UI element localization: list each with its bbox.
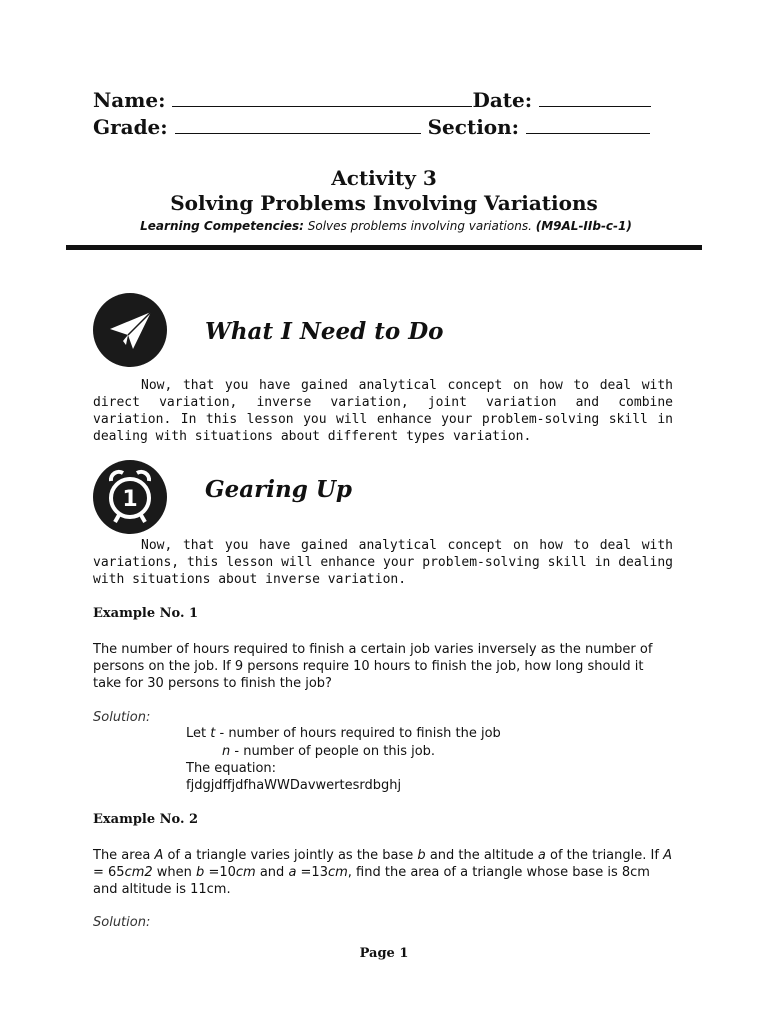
section-field[interactable] xyxy=(526,115,650,134)
grade-section-row xyxy=(93,115,650,139)
competency-code: (M9AL-IIb-c-1) xyxy=(535,219,632,233)
n-description: - number of people on this job. xyxy=(230,744,436,759)
competency-label: Learning Competencies: xyxy=(140,219,304,233)
example2-heading: Example No. 2 xyxy=(93,812,199,827)
alarm-clock-icon xyxy=(93,460,167,534)
date-label: Date: xyxy=(472,88,533,112)
section1-text: Now, that you have gained analytical concept on how to deal with direct variation, inverse variation, joint variation and combine variation. In this lesson you will enhance your problem-solving skill in dealing with situations about different types variation. xyxy=(93,378,673,444)
activity-title: Solving Problems Involving Variations xyxy=(170,191,598,215)
activity-number: Activity 3 xyxy=(331,166,437,190)
learning-competencies xyxy=(96,219,676,233)
page-number: Page 1 xyxy=(359,946,409,961)
example1-problem: The number of hours required to finish a certain job varies inversely as the number of persons on the job. If 9 persons require 10 hours to finish the job, how long should it take for 30 persons to finish the job? xyxy=(93,642,653,691)
competency-text: Solves problems involving variations. xyxy=(307,219,532,233)
example2-solution-label: Solution: xyxy=(93,915,151,930)
name-date-row xyxy=(93,88,651,112)
let-n-line xyxy=(222,744,435,759)
section-heading-gearing-up: Gearing Up xyxy=(205,476,352,503)
example1-solution-label: Solution: xyxy=(93,710,151,725)
equation-text: fjdgjdffjdfhaWWDavwertesrdbghj xyxy=(186,778,402,793)
name-label: Name: xyxy=(93,88,166,112)
grade-label: Grade: xyxy=(93,115,168,139)
equation-label: The equation: xyxy=(186,761,277,776)
date-field[interactable] xyxy=(539,88,651,107)
section-heading-what-i-need: What I Need to Do xyxy=(205,318,444,345)
grade-field[interactable] xyxy=(175,115,421,134)
t-description: - number of hours required to finish the job xyxy=(215,726,501,741)
alarm-number: 1 xyxy=(122,487,138,512)
section2-paragraph xyxy=(93,537,673,588)
let-t-line xyxy=(186,726,501,741)
section2-text: Now, that you have gained analytical concept on how to deal with variations, this lesson will enhance your problem-solving skill in dealing with situations about inverse variation. xyxy=(93,538,673,587)
section1-paragraph xyxy=(93,377,673,445)
let-prefix: Let xyxy=(186,726,211,741)
title-divider xyxy=(66,245,702,250)
t-variable: t xyxy=(210,726,216,741)
example1-heading: Example No. 1 xyxy=(93,606,199,621)
example2-problem: The area A of a triangle varies jointly as the base b and the altitude a of the triangle. If A = 65cm2 when b =10cm and a =13cm, find the area of a triangle whose base is 8cm and altitude is 11cm. xyxy=(93,848,672,897)
name-field[interactable] xyxy=(172,88,472,107)
section-label: Section: xyxy=(427,115,520,139)
n-variable: n xyxy=(222,744,231,759)
paper-plane-icon xyxy=(93,293,167,367)
